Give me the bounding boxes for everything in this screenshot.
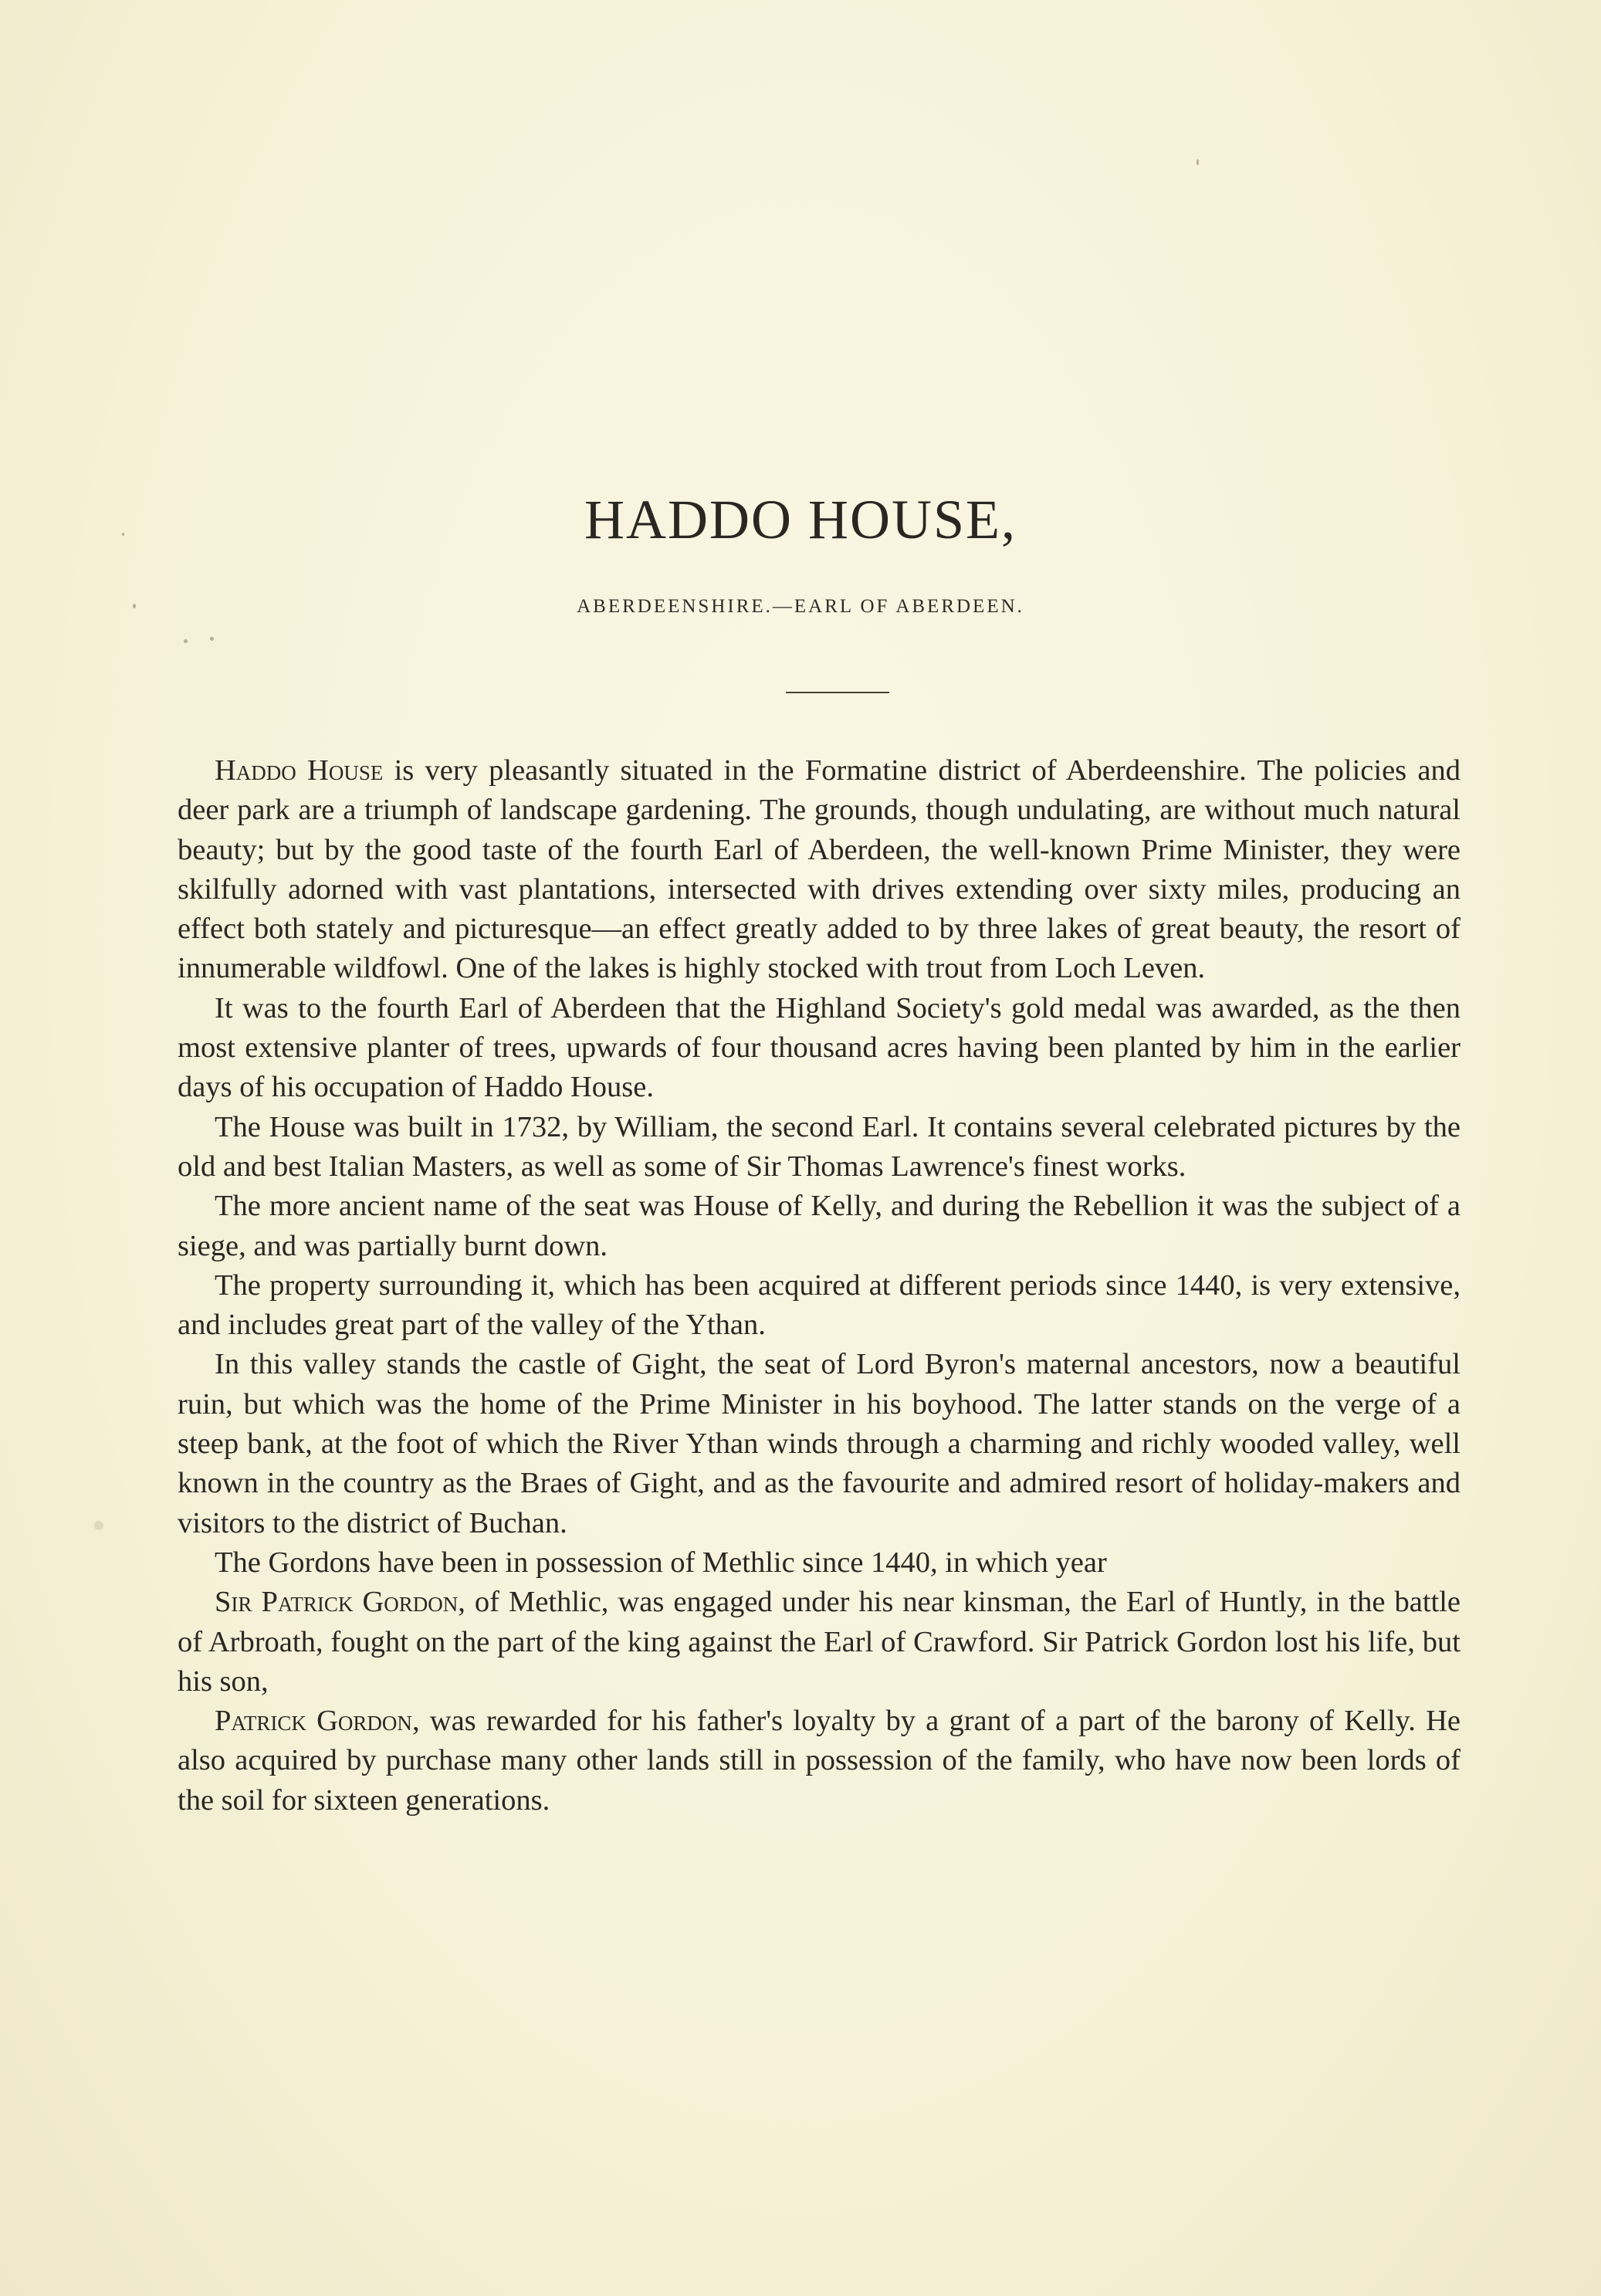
paragraph-9-lead: Patrick Gordon: [215, 1705, 412, 1738]
paragraph-8-text: , of Methlic, was engaged under his near kinsman, the Earl of Huntly, in the battle of Arbroath, fought on the part of the king against the Earl of Crawford. Sir Patrick Gordon lost his life, but his son,: [178, 1586, 1461, 1698]
paragraph-1-lead: Haddo House: [215, 754, 384, 787]
paragraph-5: [178, 1266, 1461, 1346]
paragraph-6-text: In this valley stands the castle of Gight, the seat of Lord Byron's maternal ancestors, now a beautiful ruin, but which was the home of the Prime Minister in his boyhood. The latter stands on the verge of a steep bank, at the foot of which the River Ythan winds through a charming and richly wooded valley, well known in the country as the Braes of Gight, and as the favourite and admired resort of holiday-makers and visitors to the district of Buchan.: [178, 1348, 1461, 1539]
paragraph-7: [178, 1543, 1461, 1583]
paragraph-7-text: The Gordons have been in possession of Methlic since 1440, in which year: [215, 1546, 1107, 1579]
body-text: [178, 751, 1461, 1820]
paragraph-1-text: is very pleasantly situated in the Formatine district of Aberdeenshire. The policies and deer park are a triumph of landscape gardening. The grounds, though undulating, are without much natural beauty; but by the good taste of the fourth Earl of Aberdeen, the well-known Prime Minister, they were skilfully adorned with vast plantations, intersected with drives extending over sixty miles, producing an effect both stately and picturesque—an effect greatly added to by three lakes of great beauty, the resort of innumerable wildfowl. One of the lakes is highly stocked with trout from Loch Leven.: [178, 754, 1461, 985]
paragraph-8: [178, 1583, 1461, 1702]
paragraph-4: [178, 1187, 1461, 1266]
paper-speck: [184, 639, 188, 643]
paragraph-5-text: The property surrounding it, which has been acquired at different periods since 1440, is very extensive, and includes great part of the valley of the Ythan.: [178, 1268, 1461, 1342]
paper-speck: [210, 637, 214, 641]
paragraph-1: [178, 751, 1461, 989]
paragraph-9: [178, 1702, 1461, 1820]
page-subtitle: ABERDEENSHIRE.—EARL OF ABERDEEN.: [577, 596, 1024, 617]
paper-speck: [122, 533, 124, 536]
paper-speck: [1197, 159, 1199, 165]
paragraph-6: [178, 1345, 1461, 1543]
paragraph-3: [178, 1108, 1461, 1187]
paragraph-3-text: The House was built in 1732, by William, the second Earl. It contains several celebrated pictures by the old and best Italian Masters, as well as some of Sir Thomas Lawrence's finest works.: [178, 1110, 1461, 1183]
paragraph-9-text: , was rewarded for his father's loyalty by a grant of a part of the barony of Kelly. He also acquired by purchase many other lands still in possession of the family, who have now been lords of the soil for sixteen generations.: [178, 1705, 1461, 1817]
paragraph-8-lead: Sir Patrick Gordon: [215, 1586, 459, 1619]
title-divider: [786, 692, 889, 693]
paper-speck: [94, 1521, 103, 1530]
page-title: HADDO HOUSE,: [584, 489, 1017, 550]
paper-speck: [133, 604, 136, 608]
paragraph-4-text: The more ancient name of the seat was House of Kelly, and during the Rebellion it was the subject of a siege, and was partially burnt down.: [178, 1190, 1461, 1262]
paragraph-2-text: It was to the fourth Earl of Aberdeen that the Highland Society's gold medal was awarded, as the then most extensive planter of trees, upwards of four thousand acres having been planted by him in the earlier days of his occupation of Haddo House.: [178, 991, 1461, 1104]
paragraph-2: [178, 989, 1461, 1108]
